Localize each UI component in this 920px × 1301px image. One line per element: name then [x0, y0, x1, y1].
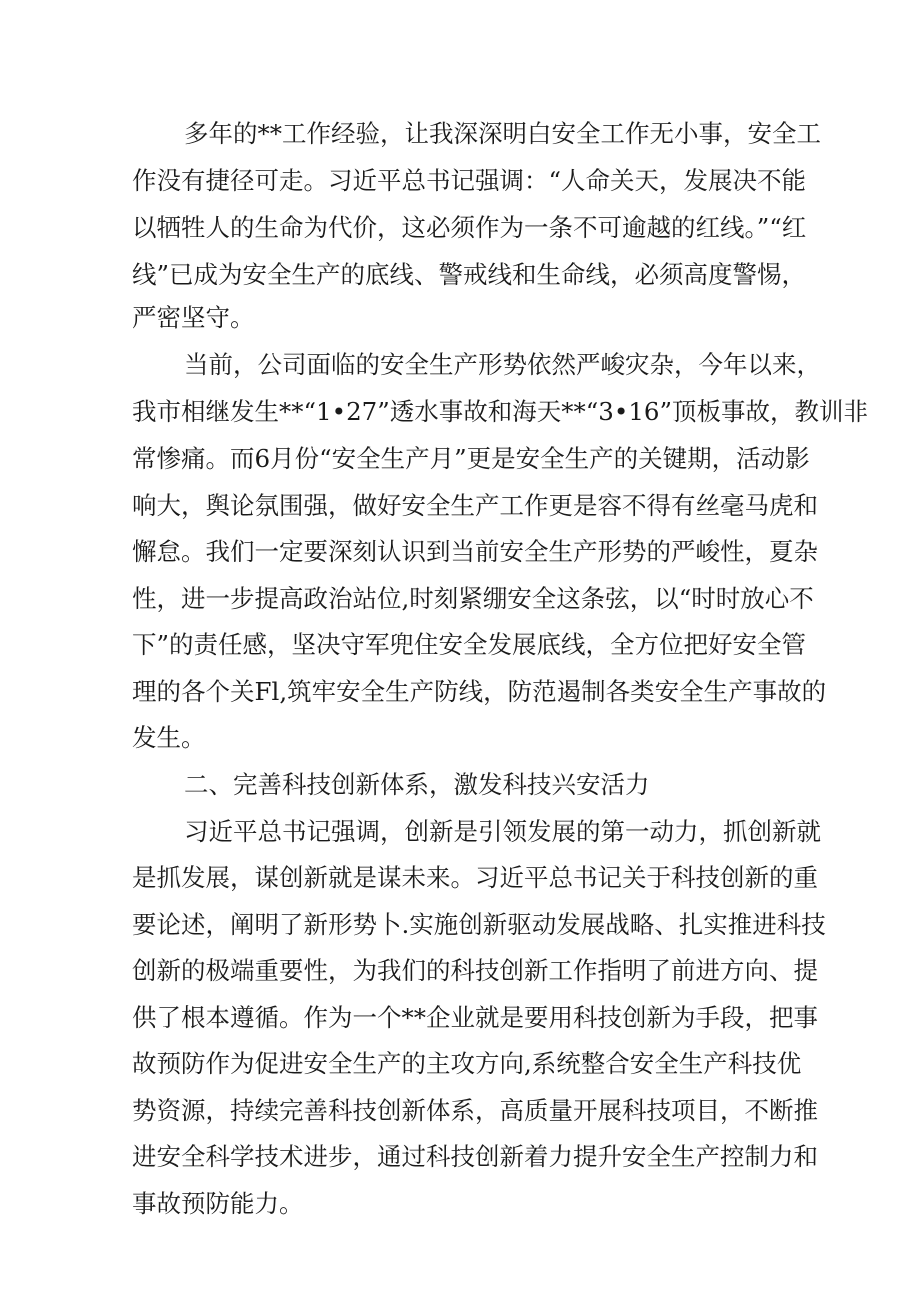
text-line: 要论述，阐明了新形势卜.实施创新驱动发展战略、扎实推进科技	[132, 910, 826, 939]
text-line: 多年的**工作经验，让我深深明白安全工作无小事，安全工	[184, 119, 821, 148]
text-line: 性，进一步提高政治站位,时刻紧绷安全这条弦，以“时时放心不	[132, 584, 814, 613]
text-line: 是抓发展，谋创新就是谋未来。习近平总书记关于科技创新的重	[132, 863, 818, 892]
text-line: 以牺牲人的生命为代价，这必须作为一条不可逾越的红线。”“红	[132, 213, 807, 242]
text-line: 发生。	[132, 723, 206, 752]
text-line: 懈怠。我们一定要深刻认识到当前安全生产形势的严峻性，夏杂	[132, 537, 818, 566]
text-line: 响大，舆论氛围强，做好安全生产工作更是容不得有丝毫马虎和	[132, 491, 818, 520]
text-line: 势资源，持续完善科技创新体系，高质量开展科技项目，不断推	[132, 1096, 818, 1125]
text-line: 事故预防能力。	[132, 1189, 304, 1218]
text-line: 作没有捷径可走。习近平总书记强调：“人命关天，发展决不能	[132, 166, 807, 195]
text-line: 理的各个关Fl,筑牢安全生产防线，防范遏制各类安全生产事故的	[132, 677, 827, 706]
text-line: 进安全科学技术进步，通过科技创新着力提升安全生产控制力和	[132, 1142, 818, 1171]
text-line: 故预防作为促进安全生产的主攻方向,系统整合安全生产科技优	[132, 1049, 802, 1078]
text-line: 常惨痛。而6月份“安全生产月”更是安全生产的关键期，活动影	[132, 444, 810, 473]
text-line: 我市相继发生**“1•27”透水事故和海天**“3•16”顶板事故，教训非	[132, 397, 869, 426]
text-line: 下”的责任感，坚决守军兜住安全发展底线，全方位把好安全管	[132, 630, 807, 659]
section-heading: 二、完善科技创新体系，激发科技兴安活力	[184, 770, 650, 799]
text-line: 当前，公司面临的安全生产形势依然严峻灾杂，今年以来，	[184, 350, 821, 379]
text-line: 严密坚守。	[132, 303, 255, 332]
text-line: 线”已成为安全生产的底线、警戒线和生命线，必须高度警惕，	[132, 260, 807, 289]
text-line: 供了根本遵循。作为一个**企业就是要用科技创新为手段，把事	[132, 1003, 818, 1032]
text-line: 习近平总书记强调，创新是引领发展的第一动力，抓创新就	[184, 817, 821, 846]
text-line: 创新的极端重要性，为我们的科技创新工作指明了前进方向、提	[132, 956, 818, 985]
